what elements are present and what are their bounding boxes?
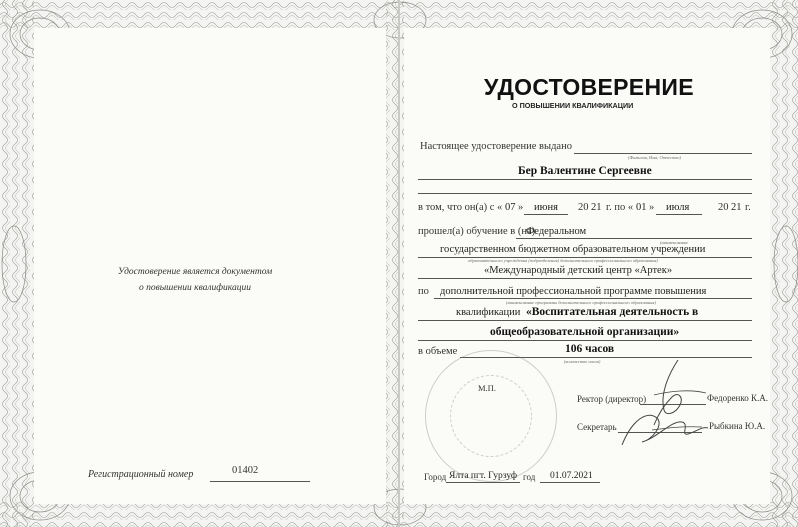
end-year-prefix: 20: [718, 202, 729, 213]
program-prefix: по: [418, 286, 429, 297]
program-hint: (наименование программы дополнительного профессионального образования): [506, 300, 657, 305]
left-note-line1: Удостоверение является документом: [117, 267, 273, 277]
end-day: 01: [636, 202, 647, 213]
certificate-title: УДОСТОВЕРЕНИЕ: [484, 74, 694, 100]
end-month: июля: [666, 202, 690, 213]
start-day: 07: [505, 202, 516, 213]
year-label: год: [523, 472, 536, 482]
holder-name: Бер Валентине Сергеевне: [518, 165, 652, 177]
institution-hint1: (наименование: [660, 240, 689, 245]
year-suffix: г.: [745, 202, 751, 213]
volume-value: 106 часов: [565, 343, 615, 355]
registration-label: Регистрационный номер: [88, 469, 194, 480]
issued-to-hint: (Фамилия, Имя, Отчество): [628, 155, 681, 160]
mp-label: М.П.: [478, 383, 496, 393]
start-year: 21: [591, 202, 602, 213]
secretary-label: Секретарь: [577, 422, 617, 432]
period-to: г. по «: [606, 202, 634, 213]
secretary-name: Рыбкина Ю.А.: [709, 421, 766, 431]
registration-number: 01402: [232, 465, 259, 476]
left-note-line2: о повышении квалификации: [138, 283, 251, 293]
certificate-spread: Удостоверение является документом о повышении квалификации Регистрационный номер 01402 УДОСТОВЕРЕНИЕ О ПОВЫШЕНИИ КВАЛИФИКАЦИИ Настоящее удостоверение выдано (Фамилия, Имя, Отчество) Бер Валентине Сергеевне в том, что он(а) с « 07 » июня 20 21 г. по « 01 » июля 20 21 г. прошел(а) обучение в (на) Федеральном (наименование государственном бюджетном образовательном учреждении образовательного учреждения (подразделения) дополнительного профессионального образования) «Международный детский центр «Артек» по дополнительной профессиональной программе повышения (наименование программы дополнительного профессионального образования) квалификации «Воспитательная деятельность в общеобразовательной организации» в объеме 106 часов (количество часов) М.П. Ректор (директор) Федоренко К.А. Секретарь Рыбкина Ю.А. Город Ялта пгт. Гурзуф год 01.07.2021: [0, 0, 798, 527]
start-year-prefix: 20: [578, 202, 589, 213]
issued-to-label: Настоящее удостоверение выдано: [420, 141, 572, 152]
city-label: Город: [424, 472, 447, 482]
city-value: Ялта пгт. Гурзуф: [449, 471, 518, 481]
studied-label: прошел(а) обучение в (на): [418, 226, 536, 237]
volume-label: в объеме: [418, 346, 458, 357]
program-line2: «Воспитательная деятельность в: [526, 306, 699, 318]
left-note: [105, 264, 285, 296]
rector-label: Ректор (директор): [577, 394, 647, 404]
certificate-subtitle: О ПОВЫШЕНИИ КВАЛИФИКАЦИИ: [512, 101, 634, 110]
volume-hint: (количество часов): [564, 359, 601, 364]
institution-line1: Федеральном: [526, 226, 587, 237]
institution-line3: «Международный детский центр «Артек»: [484, 265, 673, 276]
spine: [398, 0, 400, 527]
program-line2-prefix: квалификации: [456, 307, 521, 318]
end-year: 21: [731, 202, 742, 213]
start-month: июня: [534, 202, 558, 213]
program-line3: общеобразовательной организации»: [490, 326, 680, 338]
program-line1: дополнительной профессиональной программе повышения: [440, 286, 707, 297]
institution-hint2: образовательного учреждения (подразделения) дополнительного профессионального образования): [468, 258, 658, 263]
period-prefix: в том, что он(а) с «: [418, 202, 503, 213]
institution-line2: государственном бюджетном образовательном учреждении: [440, 244, 706, 255]
date-value: 01.07.2021: [550, 471, 593, 481]
secretary-signature: [612, 400, 722, 460]
rector-name: Федоренко К.А.: [707, 393, 769, 403]
